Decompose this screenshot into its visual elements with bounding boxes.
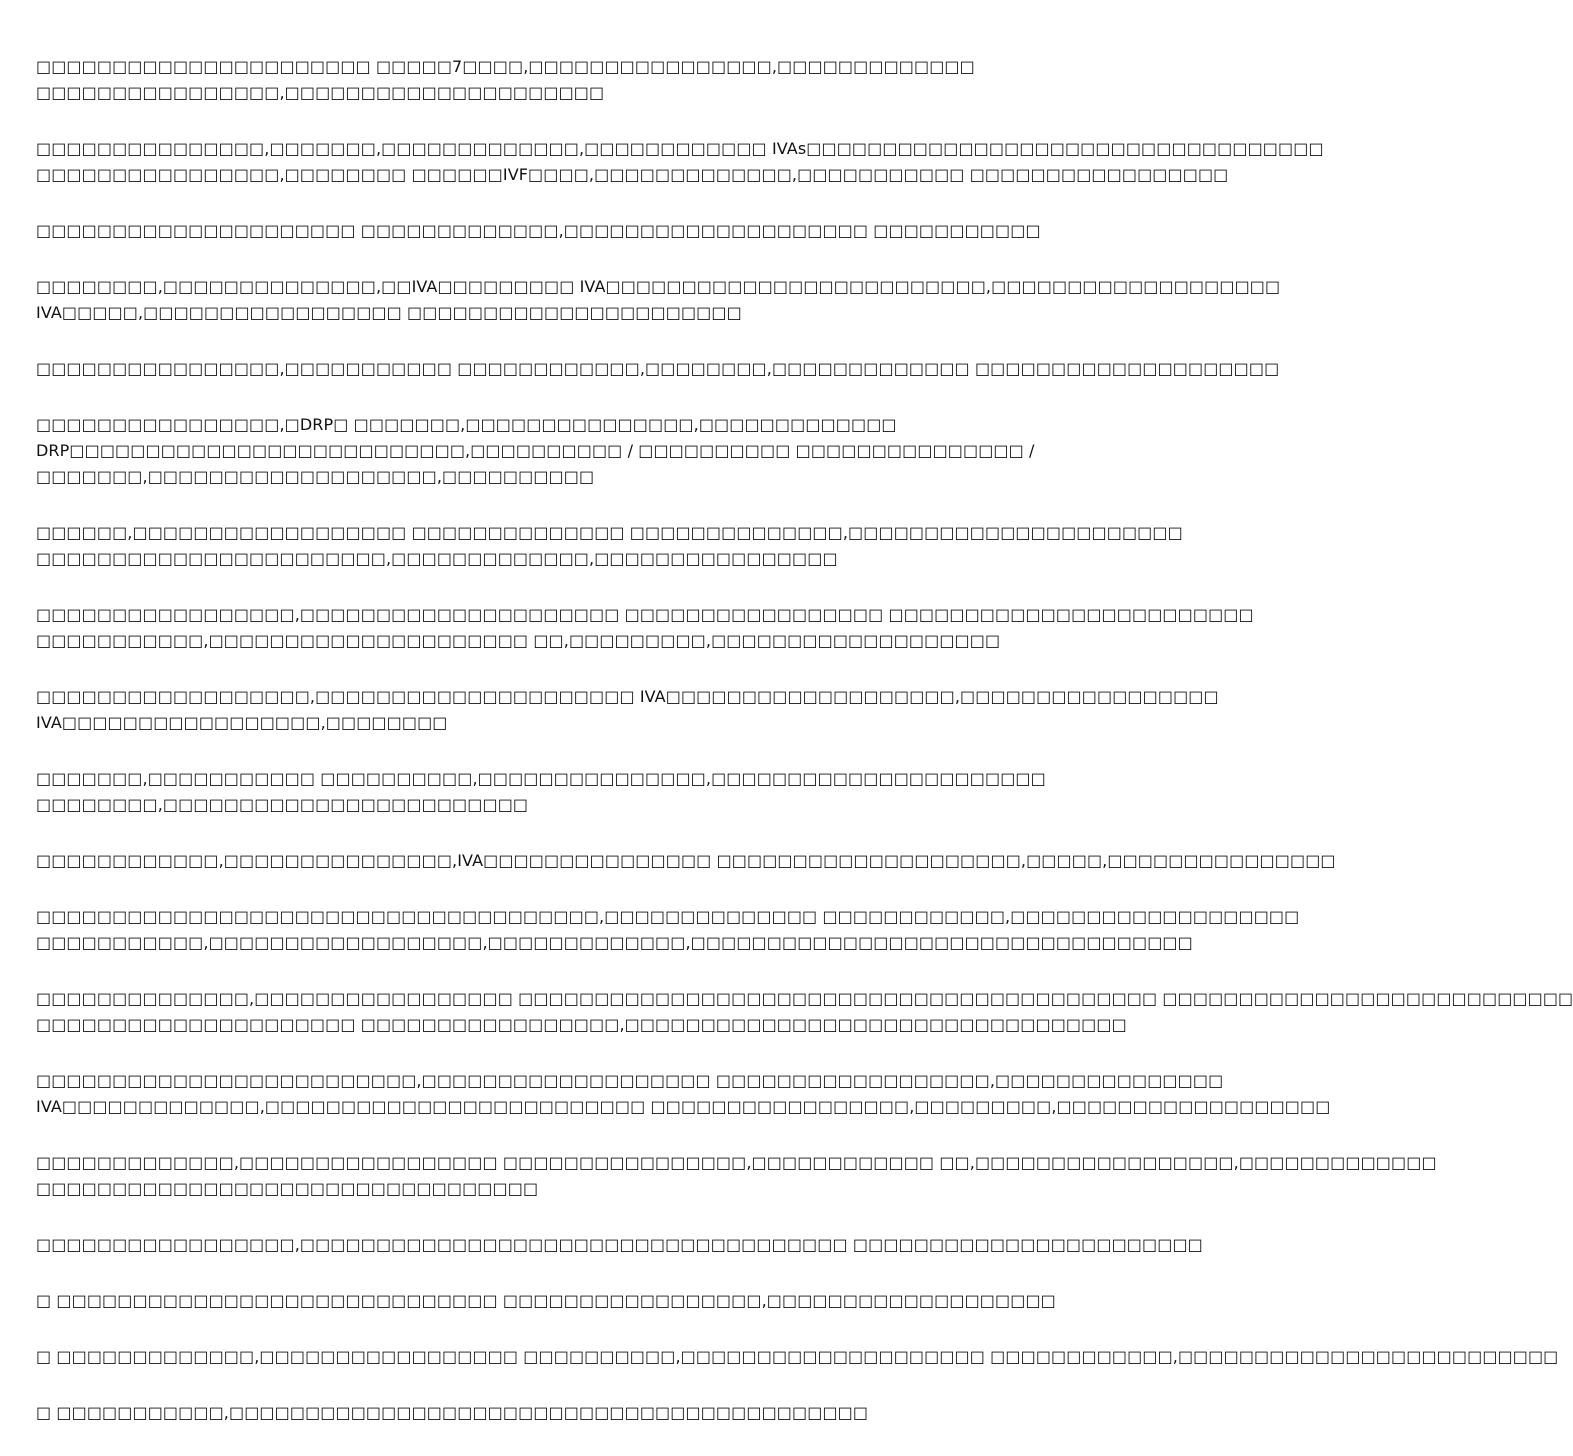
text-line: □□□□□□□,□□□□□□□□□□□ □□□□□□□□□□,□□□□□□□□□□□□□□□,□□□□□□□□□□□□□□□□□□□□□□: [36, 769, 1046, 788]
text-line: □□□□□□□,□□□□□□□□□□□□□□□□□□□,□□□□□□□□□□: [36, 467, 595, 486]
text-line: DRP□□□□□□□□□□□□□□□□□□□□□□□□□□,□□□□□□□□□□ / □□□□□□□□□□ □□□□□□□□□□□□□□□ /: [36, 441, 1035, 460]
text-line: □□□□□□□□□□□□□□□□,□□□□□□□□□□□□□□□□□□□□□: [36, 83, 605, 102]
text-line: □□□□□□□□□□□□□□□□,□□□□□□□□ □□□□□□IVF□□□□,□□□□□□□□□□□□□,□□□□□□□□□□□ □□□□□□□□□□□□□□□□□: [36, 165, 1229, 184]
document-page: [36, 54, 1573, 1456]
text-line: □□□□□□□□□□□□□□□□□□□□□ □□□□□□□□□□□□□□□□□,□□□□□□□□□□□□□□□□□□□□□□□□□□□□□□□□□: [36, 1015, 1127, 1034]
paragraph: [36, 54, 996, 106]
paragraph: [36, 1232, 1203, 1258]
text-line: □□□□□□□□□□□□,□□□□□□□□□□□□□□□,IVA□□□□□□□□□□□□□□□ □□□□□□□□□□□□□□□□□□□□,□□□□□,□□□□□□□□□□□□□□□: [36, 851, 1336, 870]
text-line: □□□□□□□□,□□□□□□□□□□□□□□,□□IVA□□□□□□□□□ IVA□□□□□□□□□□□□□□□□□□□□□□□□□,□□□□□□□□□□□□□□□□□□□: [36, 277, 1281, 296]
text-line: □□□□□□□□□□□□□□□□□□,□□□□□□□□□□□□□□□□□□□□□ IVA□□□□□□□□□□□□□□□□□□□,□□□□□□□□□□□□□□□□□: [36, 687, 1219, 706]
paragraph: [36, 520, 1183, 572]
paragraph: [36, 766, 1046, 818]
text-line: □□□□□□□□□□□,□□□□□□□□□□□□□□□□□□□□□ □□,□□□□□□□□□,□□□□□□□□□□□□□□□□□□□: [36, 631, 1001, 650]
text-line: □□□□□□□□□□□,□□□□□□□□□□□□□□□□□□,□□□□□□□□□□□□□,□□□□□□□□□□□□□□□□□□□□□□□□□□□□□□□□□: [36, 933, 1193, 952]
text-line: IVA□□□□□□□□□□□□□□□□□,□□□□□□□□: [36, 713, 448, 732]
paragraph: [36, 1288, 1056, 1314]
paragraph: [36, 904, 1300, 956]
paragraph: [36, 274, 1281, 326]
text-line: □□□□□□□□□□□□□□□,□□□□□□□,□□□□□□□□□□□□□,□□□□□□□□□□□□ IVAs□□□□□□□□□□□□□□□□□□□□□□□□□□□□□□□□□□: [36, 139, 1324, 158]
text-line: □□□□□□□□□□□□□□□□□□□□□□□,□□□□□□□□□□□□□,□□□□□□□□□□□□□□□□: [36, 549, 838, 568]
paragraph: [36, 848, 1336, 874]
text-line: IVA□□□□□□□□□□□□□,□□□□□□□□□□□□□□□□□□□□□□□□□ □□□□□□□□□□□□□□□□□,□□□□□□□□□,□□□□□□□□□□□□□□□□□□: [36, 1097, 1331, 1116]
text-line: □□□□□□□□,□□□□□□□□□□□□□□□□□□□□□□□□: [36, 795, 529, 814]
paragraph: [36, 1068, 1331, 1120]
text-line: □□□□□□□□□□□□□□□□□□□□□□□□□□□□□□□□□□□□□,□□□□□□□□□□□□□□ □□□□□□□□□□□□,□□□□□□□□□□□□□□□□□□□: [36, 907, 1300, 926]
paragraph: [36, 684, 1219, 736]
text-line: □□□□□□□□□□□□□□□□□□□□□□□□□,□□□□□□□□□□□□□□□□□□□ □□□□□□□□□□□□□□□□□□,□□□□□□□□□□□□□□□: [36, 1071, 1224, 1090]
text-line: □ □□□□□□□□□□□□□□□□□□□□□□□□□□□□□ □□□□□□□□□□□□□□□□□,□□□□□□□□□□□□□□□□□□□: [36, 1291, 1056, 1310]
paragraph: [36, 218, 1041, 244]
text-line: □□□□□□□□□□□□□□□□□,□□□□□□□□□□□□□□□□□□□□□□□□□□□□□□□□□□□□ □□□□□□□□□□□□□□□□□□□□□□□: [36, 1235, 1203, 1254]
text-line: □□□□□□□□□□□□□□□□,□DRP□ □□□□□□□,□□□□□□□□□□□□□□□,□□□□□□□□□□□□□: [36, 415, 897, 434]
paragraph: [36, 1150, 1437, 1202]
text-line: □□□□□□□□□□□□□,□□□□□□□□□□□□□□□□□ □□□□□□□□□□□□□□□□,□□□□□□□□□□□□ □□,□□□□□□□□□□□□□□□□□,□□□□□□□□□□□□□: [36, 1153, 1437, 1172]
text-line: IVA□□□□□,□□□□□□□□□□□□□□□□□ □□□□□□□□□□□□□□□□□□□□□□: [36, 303, 742, 322]
paragraph: [36, 356, 1280, 382]
paragraph: [36, 1344, 1559, 1370]
paragraph: [36, 986, 1573, 1038]
text-line: □□□□□□□□□□□□□□□□□□□□□□ □□□□□7□□□□,□□□□□□□□□□□□□□□□,□□□□□□□□□□□□□: [36, 57, 975, 76]
text-line: □ □□□□□□□□□□□□□,□□□□□□□□□□□□□□□□□ □□□□□□□□□□,□□□□□□□□□□□□□□□□□□□□ □□□□□□□□□□□□,□□□□□□□□□□□□□□□□□□□□□□□□□: [36, 1347, 1559, 1366]
text-line: □□□□□□□□□□□□□□□□□,□□□□□□□□□□□□□□□□□□□□□ □□□□□□□□□□□□□□□□□ □□□□□□□□□□□□□□□□□□□□□□□□: [36, 605, 1254, 624]
text-line: □□□□□□,□□□□□□□□□□□□□□□□□□ □□□□□□□□□□□□□□ □□□□□□□□□□□□□□,□□□□□□□□□□□□□□□□□□□□□□: [36, 523, 1183, 542]
text-line: □□□□□□□□□□□□□□□□□□□□□□□□□□□□□□□□□: [36, 1179, 539, 1198]
text-line: □□□□□□□□□□□□□□□□,□□□□□□□□□□□ □□□□□□□□□□□□,□□□□□□□□,□□□□□□□□□□□□□ □□□□□□□□□□□□□□□□□□□□: [36, 359, 1280, 378]
text-line: □□□□□□□□□□□□□□,□□□□□□□□□□□□□□□□□ □□□□□□□□□□□□□□□□□□□□□□□□□□□□□□□□□□□□□□□□□□ □□□□□□□□□□□□□□□□□□□□□□□□□□□: [36, 989, 1573, 1008]
paragraph: [36, 602, 1254, 654]
paragraph: [36, 1400, 996, 1426]
text-line: □□□□□□□□□□□□□□□□□□□□□ □□□□□□□□□□□□□,□□□□□□□□□□□□□□□□□□□□ □□□□□□□□□□□: [36, 221, 1041, 240]
paragraph: [36, 136, 1324, 188]
text-line: □ □□□□□□□□□□□,□□□□□□□□□□□□□□□□□□□□□□□□□□□□□□□□□□□□□□□□□□: [36, 1403, 869, 1422]
paragraph: [36, 412, 1035, 490]
